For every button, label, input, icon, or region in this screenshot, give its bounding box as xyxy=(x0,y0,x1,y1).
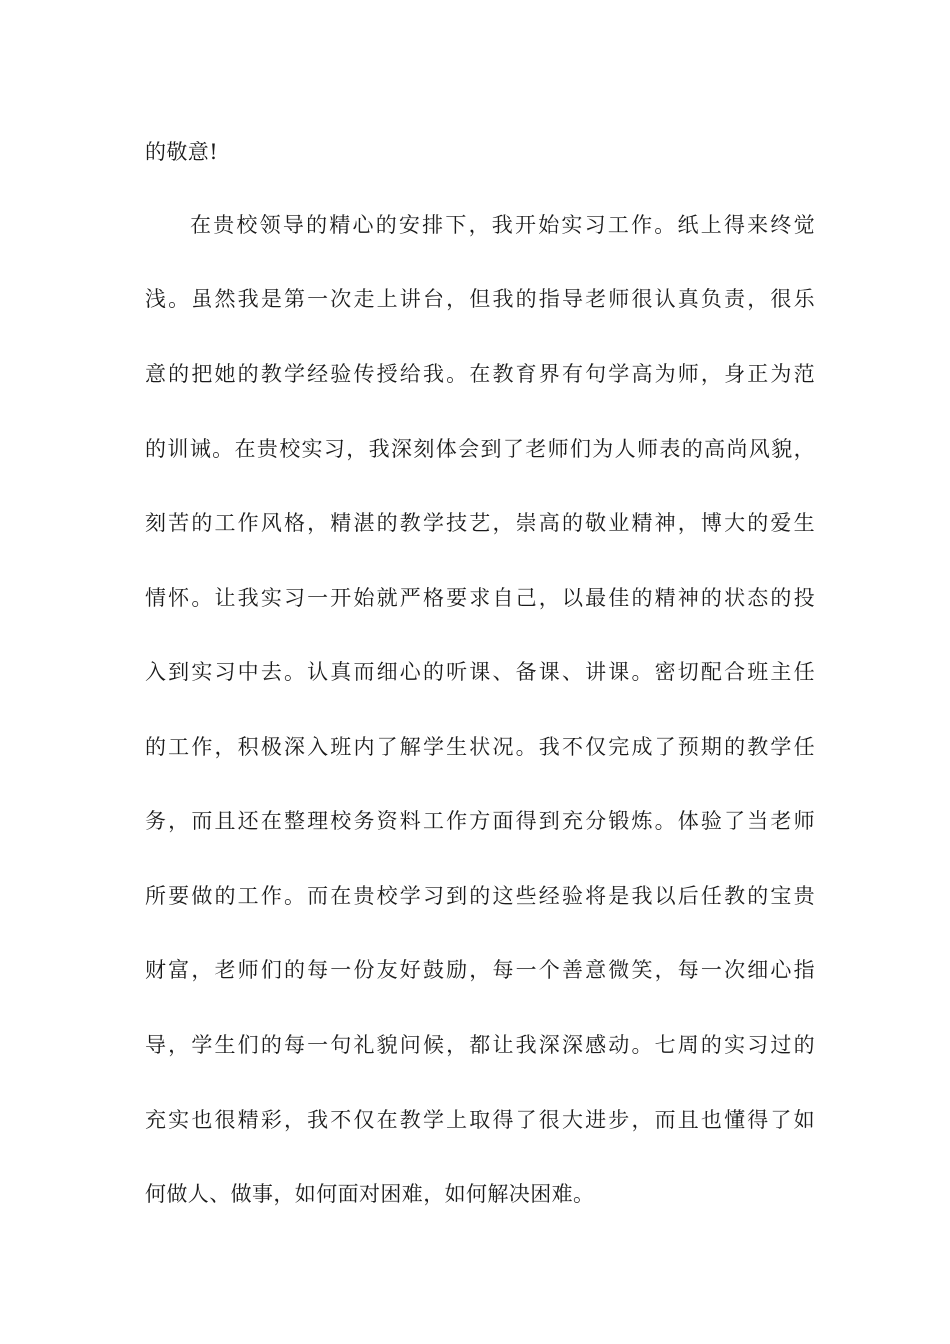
paragraph-line: 的训诫。在贵校实习，我深刻体会到了老师们为人师表的高尚风貌， xyxy=(145,437,815,461)
paragraph-line: 充实也很精彩，我不仅在教学上取得了很大进步，而且也懂得了如 xyxy=(145,1108,815,1132)
paragraph-line: 浅。虽然我是第一次走上讲台，但我的指导老师很认真负责，很乐 xyxy=(145,287,815,311)
paragraph-line: 导，学生们的每一句礼貌问候，都让我深深感动。七周的实习过的 xyxy=(145,1033,815,1057)
paragraph-line: 入到实习中去。认真而细心的听课、备课、讲课。密切配合班主任 xyxy=(145,660,815,684)
paragraph-line: 所要做的工作。而在贵校学习到的这些经验将是我以后任教的宝贵 xyxy=(145,884,815,908)
paragraph-line: 情怀。让我实习一开始就严格要求自己，以最佳的精神的状态的投 xyxy=(145,586,815,610)
paragraph-line: 的敬意! xyxy=(145,140,219,164)
paragraph-line: 意的把她的教学经验传授给我。在教育界有句学高为师，身正为范 xyxy=(145,362,815,386)
paragraph-line: 财富，老师们的每一份友好鼓励，每一个善意微笑，每一次细心指 xyxy=(145,958,815,982)
paragraph-line: 务，而且还在整理校务资料工作方面得到充分锻炼。体验了当老师 xyxy=(145,809,815,833)
paragraph-line: 在贵校领导的精心的安排下，我开始实习工作。纸上得来终觉 xyxy=(190,213,815,237)
paragraph-line: 何做人、做事，如何面对困难，如何解决困难。 xyxy=(145,1182,595,1206)
paragraph-line: 的工作，积极深入班内了解学生状况。我不仅完成了预期的教学任 xyxy=(145,735,815,759)
paragraph-line: 刻苦的工作风格，精湛的教学技艺，崇高的敬业精神，博大的爱生 xyxy=(145,511,815,535)
